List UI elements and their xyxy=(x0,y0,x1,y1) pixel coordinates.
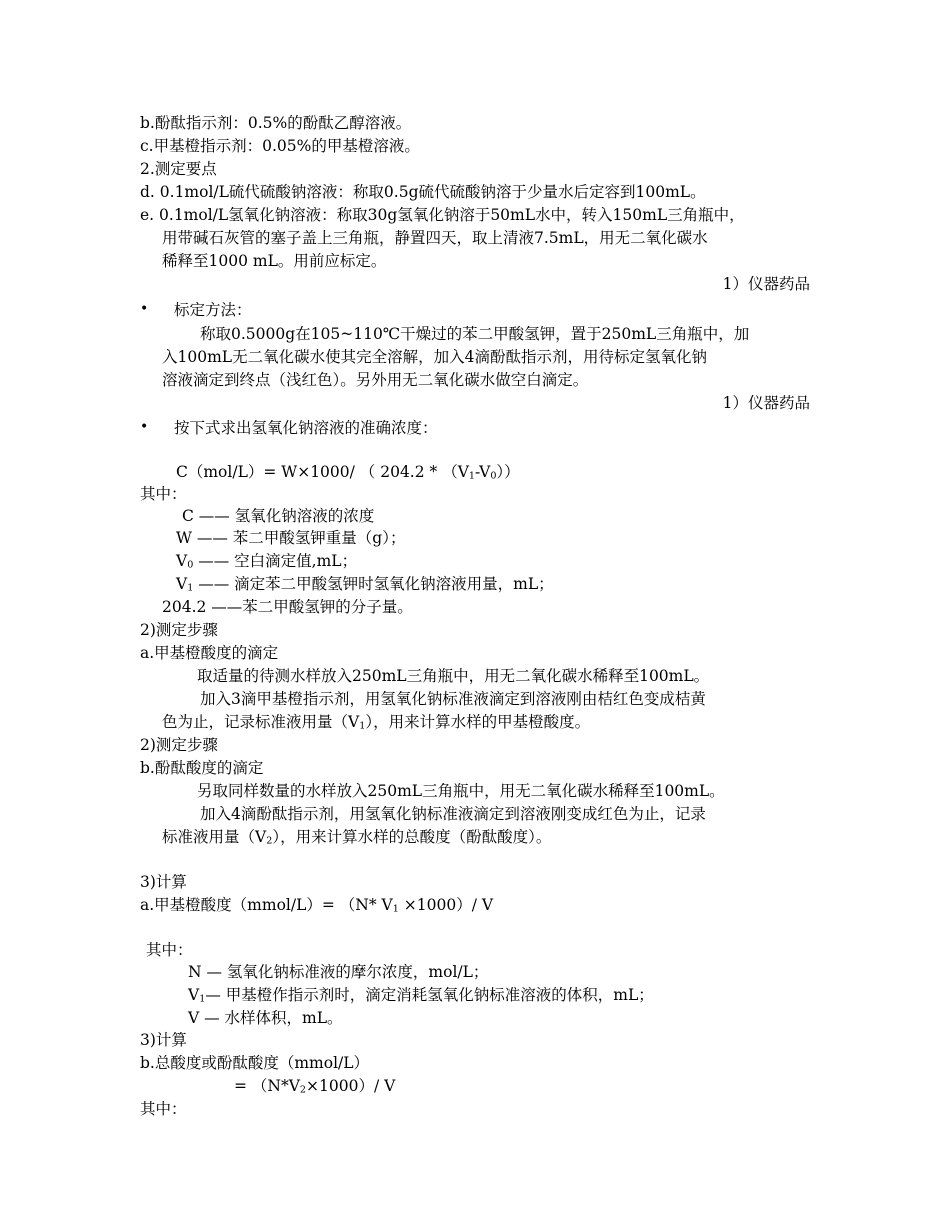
indicator-phenolphthalein: b.酚酞指示剂：0.5%的酚酞乙醇溶液。 xyxy=(140,114,412,132)
calibration-line: 称取0.5000g在105~110℃干燥过的苯二甲酸氢钾，置于250mL三角瓶中，加 xyxy=(200,325,750,343)
calibration-line: 入100mL无二氧化碳水使其完全溶解，加入4滴酚酞指示剂，用待标定氢氧化钠 xyxy=(162,348,707,366)
indicator-methyl-orange: c.甲基橙指示剂：0.05%的甲基橙溶液。 xyxy=(140,137,420,155)
section-heading: 2)测定步骤 xyxy=(140,736,218,754)
definition-line: N — 氢氧化钠标准液的摩尔浓度，mol/L； xyxy=(188,963,489,981)
procedure-line: 加入3滴甲基橙指示剂，用氢氧化钠标准液滴定到溶液刚由桔红色变成桔黄 xyxy=(200,690,706,708)
bullet-icon: • xyxy=(140,301,149,317)
reagent-thiosulfate: d. 0.1mol/L硫代硫酸钠溶液：称取0.5g硫代硫酸钠溶于少量水后定容到100mL。 xyxy=(140,183,706,201)
section-heading: 2.测定要点 xyxy=(140,160,217,178)
definition-line: $V_1$ —— 滴定苯二甲酸氢钾时氢氧化钠溶液用量，mL； xyxy=(176,575,554,594)
bullet-text: 标定方法： xyxy=(174,301,252,319)
subsection-heading: a.甲基橙酸度的滴定 xyxy=(140,644,279,662)
procedure-line: 加入4滴酚酞指示剂，用氢氧化钠标准液滴定到溶液刚变成红色为止，记录 xyxy=(200,805,706,823)
section-heading: 3)计算 xyxy=(140,873,187,891)
definition-line: W —— 苯二甲酸氢钾重量（g）； xyxy=(176,529,406,547)
section-heading: 2)测定步骤 xyxy=(140,621,218,639)
bullet-icon: • xyxy=(140,419,149,435)
definition-line: 204.2 ——苯二甲酸氢钾的分子量。 xyxy=(162,598,413,616)
definition-line: $V_1—$ 甲基橙作指示剂时，滴定消耗氢氧化钠标准溶液的体积，mL； xyxy=(188,986,654,1005)
where-label: 其中： xyxy=(140,1100,187,1118)
reagent-naoh-line: e. 0.1mol/L氢氧化钠溶液：称取30g氢氧化钠溶于50mL水中，转入150mL三角瓶中， xyxy=(140,206,745,224)
procedure-line: 取适量的待测水样放入250mL三角瓶中，用无二氧化碳水稀释至100mL。 xyxy=(197,667,710,685)
formula-methyl-orange-acidity: a.甲基橙酸度（mmol/L）= （N* $V_1 \times 1000)/$ V xyxy=(140,896,494,915)
procedure-line: 另取同样数量的水样放入250mL三角瓶中，用无二氧化碳水稀释至100mL。 xyxy=(197,782,725,800)
bullet-text: 按下式求出氢氧化钠溶液的准确浓度： xyxy=(174,419,438,437)
reagent-naoh-line: 用带碱石灰管的塞子盖上三角瓶，静置四天，取上清液7.5mL，用无二氧化碳水 xyxy=(162,229,708,247)
slide-header: 1）仪器药品 xyxy=(722,394,810,412)
calibration-line: 溶液滴定到终点（浅红色）。另外用无二氧化碳水做空白滴定。 xyxy=(162,371,589,389)
reagent-naoh-line: 稀释至1000 mL。用前应标定。 xyxy=(162,252,387,270)
formula-concentration: C（mol/L）= W×1000/ （ $204.2 * (V_1-V_0)$） xyxy=(176,463,520,482)
procedure-line: 标准液用量$(V_2)$，用来计算水样的总酸度（酚酞酸度）。 xyxy=(162,828,552,847)
subsection-heading: b.总酸度或酚酞酸度（mmol/L） xyxy=(140,1054,370,1072)
where-label: 其中： xyxy=(146,941,193,959)
procedure-line: 色为止，记录标准液用量$(V_1)$，用来计算水样的甲基橙酸度。 xyxy=(162,713,591,732)
definition-line: $V_0$ —— 空白滴定值,mL； xyxy=(176,552,358,571)
where-label: 其中： xyxy=(140,485,187,503)
definition-line: C —— 氢氧化钠溶液的浓度 xyxy=(182,507,375,525)
formula-total-acidity: = $(N*V_2\times 1000)/$ V xyxy=(234,1077,396,1096)
definition-line: V — 水样体积，mL。 xyxy=(188,1009,343,1027)
section-heading: 3)计算 xyxy=(140,1031,187,1049)
subsection-heading: b.酚酞酸度的滴定 xyxy=(140,759,264,777)
slide-header: 1）仪器药品 xyxy=(722,275,810,293)
